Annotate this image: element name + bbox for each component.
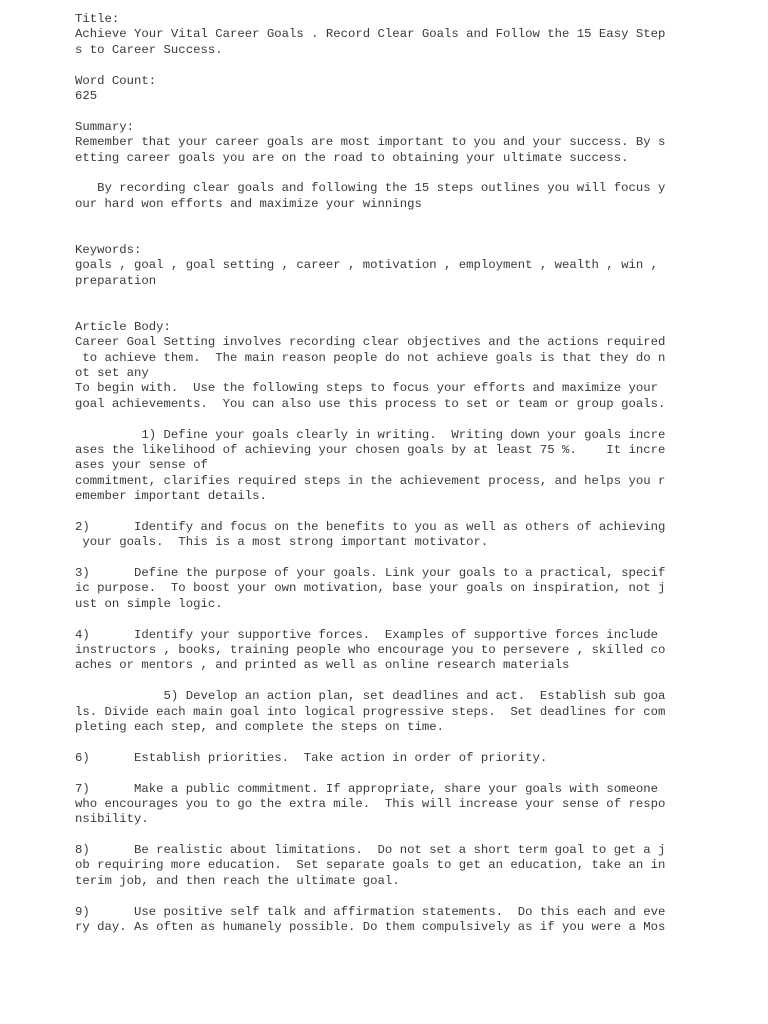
text-line: Article Body: [75, 319, 171, 334]
text-line: pleting each step, and complete the steps on time. [75, 719, 444, 734]
text-line: emember important details. [75, 489, 267, 504]
text-line [75, 304, 695, 319]
text-line [75, 289, 695, 304]
text-line [75, 612, 695, 627]
text-line [75, 104, 695, 119]
text-line [75, 212, 695, 227]
text-line [75, 766, 695, 781]
text-line: to achieve them. The main reason people do not achieve goals is that they do n [75, 350, 666, 365]
text-line [75, 505, 695, 520]
text-line: ases the likelihood of achieving your chosen goals by at least 75 %. It incre [75, 442, 666, 457]
text-line: Keywords: [75, 242, 142, 257]
text-line: 625 [75, 88, 98, 103]
text-line: our hard won efforts and maximize your winnings [75, 196, 422, 211]
document-body [75, 12, 695, 935]
text-line: 8) Be realistic about limitations. Do not set a short term goal to get a j [75, 843, 666, 858]
text-line: By recording clear goals and following the 15 steps outlines you will focus y [75, 181, 666, 196]
text-line [75, 227, 695, 242]
text-line [75, 551, 695, 566]
text-line: Title: [75, 12, 120, 26]
text-line: 2) Identify and focus on the benefits to you as well as others of achieving [75, 519, 666, 534]
text-line: Remember that your career goals are most important to you and your success. By s [75, 135, 666, 150]
text-line [75, 735, 695, 750]
text-line [75, 674, 695, 689]
text-line: preparation [75, 273, 157, 288]
text-line: aches or mentors , and printed as well as online research materials [75, 658, 570, 673]
text-line: commitment, clarifies required steps in the achievement process, and helps you r [75, 473, 666, 488]
text-line: goal achievements. You can also use this process to set or team or group goals. [75, 396, 666, 411]
text-line [75, 889, 695, 904]
text-line: 1) Define your goals clearly in writing. Writing down your goals incre [75, 427, 666, 442]
text-line: 9) Use positive self talk and affirmation statements. Do this each and eve [75, 904, 666, 919]
text-line: ls. Divide each main goal into logical progressive steps. Set deadlines for com [75, 704, 666, 719]
text-line: instructors , books, training people who encourage you to persevere , skilled co [75, 643, 666, 658]
text-line: Summary: [75, 119, 135, 134]
text-line: ob requiring more education. Set separate goals to get an education, take an in [75, 858, 666, 873]
text-line: ry day. As often as humanely possible. Do them compulsively as if you were a Mos [75, 920, 666, 935]
text-line: etting career goals you are on the road to obtaining your ultimate success. [75, 150, 629, 165]
text-line: terim job, and then reach the ultimate goal. [75, 873, 400, 888]
text-line: goals , goal , goal setting , career , motivation , employment , wealth , win , [75, 258, 658, 273]
text-line: your goals. This is a most strong important motivator. [75, 535, 489, 550]
text-line: nsibility. [75, 812, 149, 827]
text-line: 5) Develop an action plan, set deadlines and act. Establish sub goa [75, 689, 666, 704]
text-line [75, 58, 695, 73]
text-line [75, 166, 695, 181]
text-line: 7) Make a public commitment. If appropriate, share your goals with someone [75, 781, 658, 796]
text-line: To begin with. Use the following steps to focus your efforts and maximize your [75, 381, 658, 396]
text-line: Word Count: [75, 73, 157, 88]
text-line: 6) Establish priorities. Take action in order of priority. [75, 750, 548, 765]
text-line: who encourages you to go the extra mile. This will increase your sense of respo [75, 796, 666, 811]
text-line: s to Career Success. [75, 42, 223, 57]
text-line: ases your sense of [75, 458, 208, 473]
text-line: ot set any [75, 365, 149, 380]
text-line [75, 828, 695, 843]
text-line: Career Goal Setting involves recording clear objectives and the actions required [75, 335, 666, 350]
text-line: Achieve Your Vital Career Goals . Record Clear Goals and Follow the 15 Easy Step [75, 27, 666, 42]
text-line: 3) Define the purpose of your goals. Link your goals to a practical, specif [75, 566, 666, 581]
text-line: 4) Identify your supportive forces. Examples of supportive forces include [75, 627, 658, 642]
text-line [75, 412, 695, 427]
text-line: ust on simple logic. [75, 596, 223, 611]
text-line: ic purpose. To boost your own motivation, base your goals on inspiration, not j [75, 581, 666, 596]
